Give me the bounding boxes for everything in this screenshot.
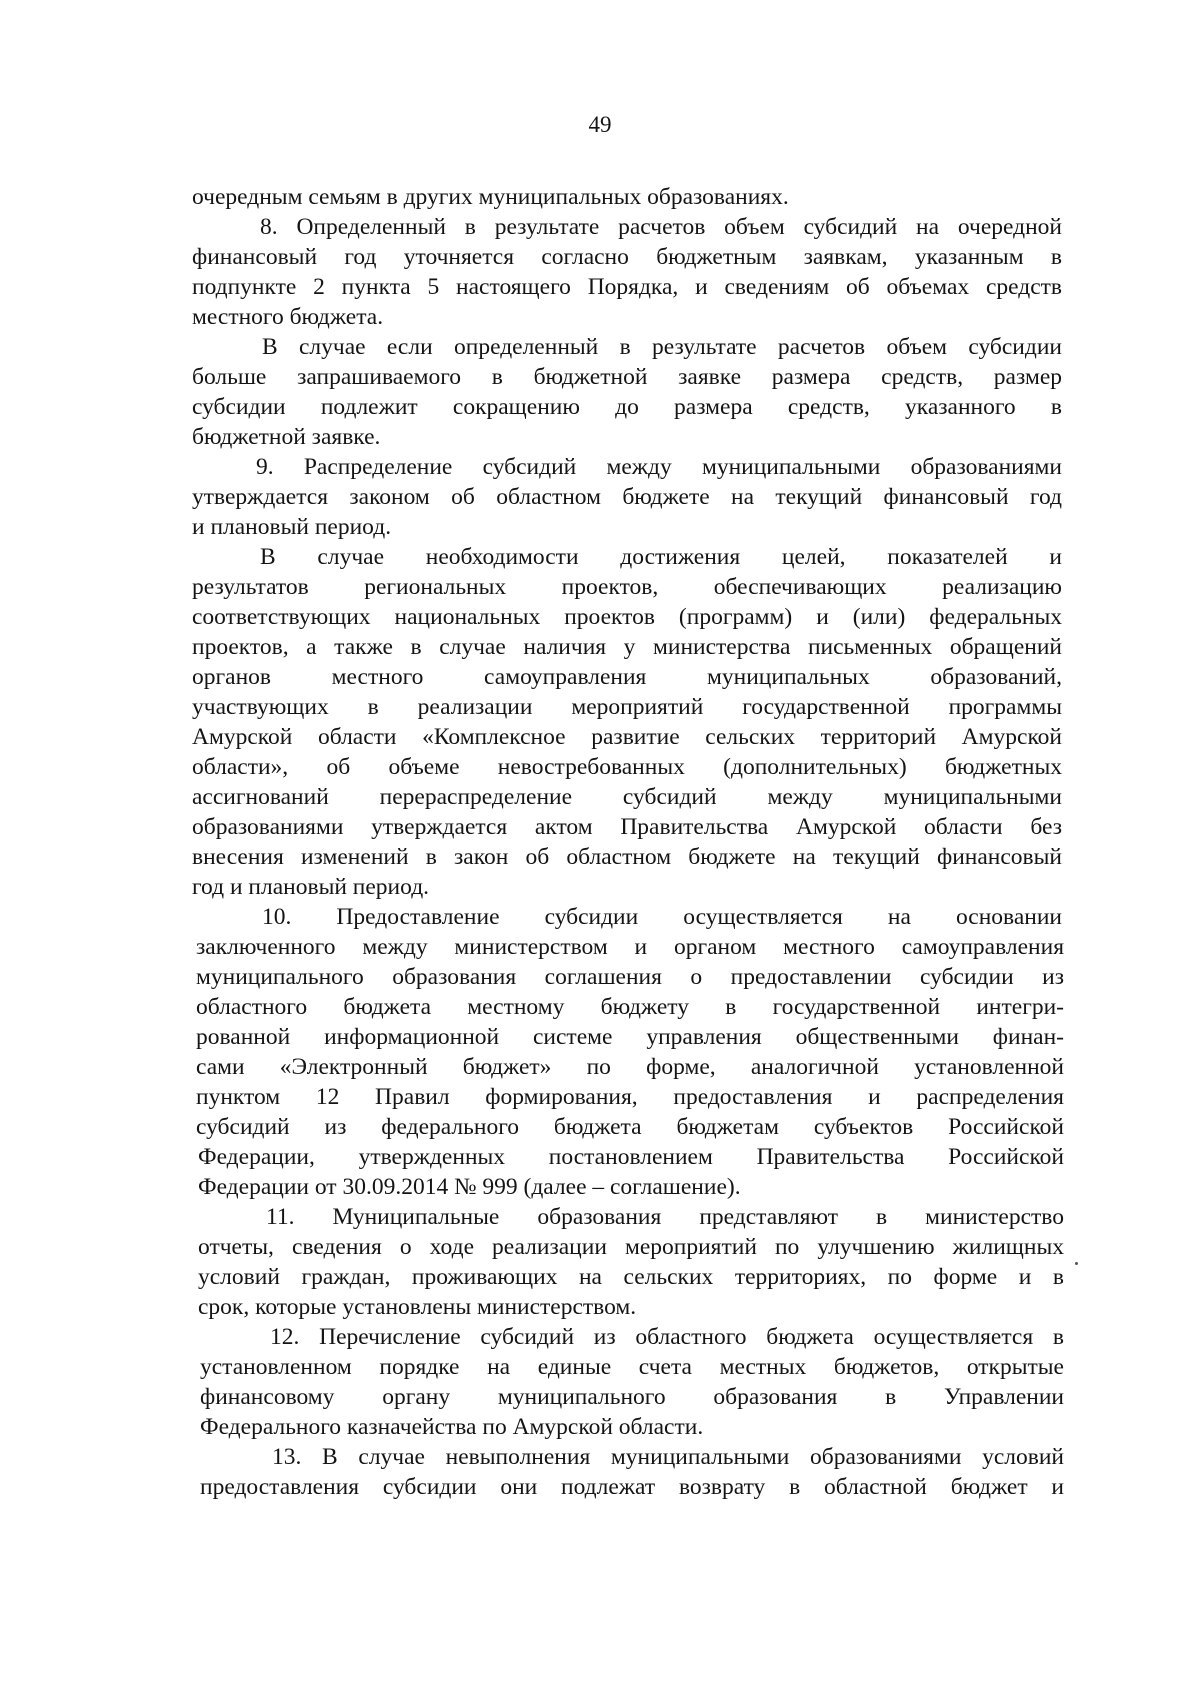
text-line: пунктом 12 Правил формирования, предоставления и распределения — [196, 1084, 1064, 1110]
text-line: Федерации от 30.09.2014 № 999 (далее – соглашение). — [198, 1174, 741, 1200]
text-line: внесения изменений в закон об областном бюджете на текущий финансовый — [192, 844, 1062, 870]
text-line: очередным семьям в других муниципальных образованиях. — [192, 184, 789, 210]
text-line: 11. Муниципальные образования представляют в министерство — [266, 1204, 1064, 1230]
text-line: бюджетной заявке. — [192, 424, 381, 450]
page-number: 49 — [588, 112, 612, 137]
text-line: 8. Определенный в результате расчетов объем субсидий на очередной — [260, 214, 1062, 240]
text-line: местного бюджета. — [192, 304, 384, 330]
text-line: 13. В случае невыполнения муниципальными образованиями условий — [272, 1444, 1064, 1470]
text-line: субсидии подлежит сокращению до размера средств, указанного в — [192, 394, 1062, 420]
text-line: муниципального образования соглашения о предоставлении субсидии из — [196, 964, 1064, 990]
text-line: проектов, а также в случае наличия у министерства письменных обращений — [192, 634, 1062, 660]
text-line: образованиями утверждается актом Правительства Амурской области без — [192, 814, 1062, 840]
text-line: сами «Электронный бюджет» по форме, аналогичной установленной — [196, 1054, 1064, 1080]
text-line: предоставления субсидии они подлежат возврату в областной бюджет и — [200, 1474, 1064, 1500]
text-line: Амурской области «Комплексное развитие сельских территорий Амурской — [192, 724, 1062, 750]
text-line: 9. Распределение субсидий между муниципальными образованиями — [256, 454, 1062, 480]
scan-artifact-dot — [1075, 1262, 1078, 1265]
text-line: области», об объеме невостребованных (дополнительных) бюджетных — [192, 754, 1062, 780]
text-line: Федерации, утвержденных постановлением Правительства Российской — [198, 1144, 1064, 1170]
text-line: В случае если определенный в результате расчетов объем субсидии — [262, 334, 1062, 360]
text-line: 12. Перечисление субсидий из областного бюджета осуществляется в — [270, 1324, 1064, 1350]
text-line: установленном порядке на единые счета местных бюджетов, открытые — [200, 1354, 1064, 1380]
text-line: срок, которые установлены министерством. — [198, 1294, 637, 1320]
text-line: участвующих в реализации мероприятий государственной программы — [192, 694, 1062, 720]
text-line: результатов региональных проектов, обеспечивающих реализацию — [192, 574, 1062, 600]
text-line: отчеты, сведения о ходе реализации мероприятий по улучшению жилищных — [198, 1234, 1064, 1260]
text-line: больше запрашиваемого в бюджетной заявке размера средств, размер — [192, 364, 1062, 390]
text-line: и плановый период. — [192, 514, 392, 540]
text-line: утверждается законом об областном бюджете на текущий финансовый год — [192, 484, 1062, 510]
text-line: рованной информационной системе управления общественными финан- — [196, 1024, 1064, 1050]
text-line: органов местного самоуправления муниципальных образований, — [192, 664, 1062, 690]
text-line: В случае необходимости достижения целей, показателей и — [260, 544, 1062, 570]
text-line: субсидий из федерального бюджета бюджетам субъектов Российской — [196, 1114, 1064, 1140]
text-line: год и плановый период. — [192, 874, 430, 900]
text-line: 10. Предоставление субсидии осуществляется на основании — [262, 904, 1062, 930]
text-line: соответствующих национальных проектов (программ) и (или) федеральных — [192, 604, 1062, 630]
text-line: областного бюджета местному бюджету в государственной интегри- — [196, 994, 1064, 1020]
text-line: условий граждан, проживающих на сельских территориях, по форме и в — [198, 1264, 1064, 1290]
text-line: подпункте 2 пункта 5 настоящего Порядка, и сведениям об объемах средств — [192, 274, 1062, 300]
text-line: заключенного между министерством и органом местного самоуправления — [196, 934, 1064, 960]
text-line: финансовый год уточняется согласно бюджетным заявкам, указанным в — [192, 244, 1062, 270]
text-line: ассигнований перераспределение субсидий между муниципальными — [192, 784, 1062, 810]
text-line: Федерального казначейства по Амурской области. — [200, 1414, 704, 1440]
text-line: финансовому органу муниципального образования в Управлении — [200, 1384, 1064, 1410]
